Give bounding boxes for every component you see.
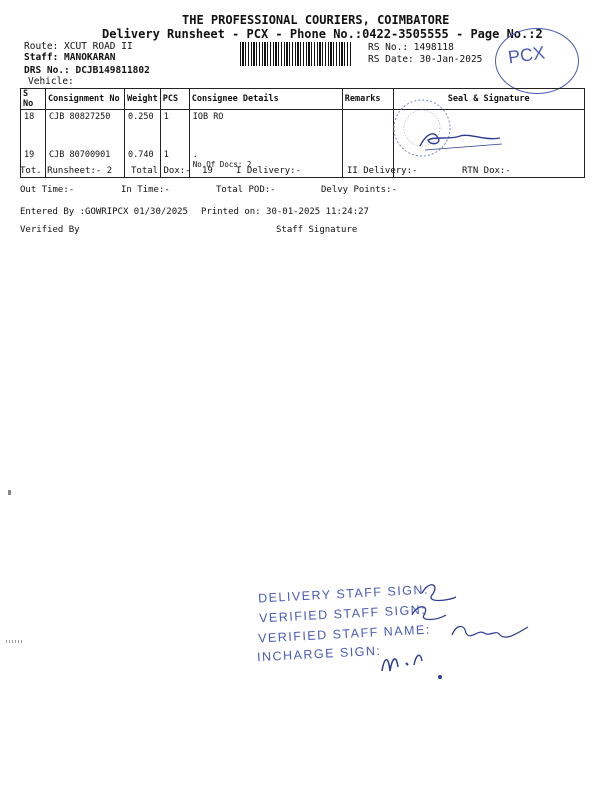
staff: Staff: MANOKARAN xyxy=(24,52,116,63)
cell-pcs: 1 xyxy=(160,110,189,148)
total-dox-label: Total Dox:- xyxy=(131,166,191,176)
in-time: In Time:- xyxy=(121,185,170,195)
scan-speck xyxy=(8,490,11,495)
cell-weight: 0.250 xyxy=(125,110,161,148)
consignee-text: . xyxy=(192,149,198,160)
total-pod: Total POD:- xyxy=(216,185,276,195)
runsheet-title: Delivery Runsheet - PCX - Phone No.:0422-3505555 - Page No.:2 xyxy=(102,27,543,41)
col-seal: Seal & Signature xyxy=(393,89,584,110)
pcx-stamp xyxy=(495,28,579,94)
i-delivery: I Delivery:- xyxy=(236,166,302,176)
pcx-stamp-text: PCX xyxy=(506,42,547,68)
cell-consignment: CJB 80827250 xyxy=(46,110,125,148)
col-pcs: PCS xyxy=(160,89,189,110)
rtn-dox: RTN Dox:- xyxy=(462,166,511,176)
cell-remarks xyxy=(342,110,393,148)
cell-sno: 19 xyxy=(21,148,46,178)
ii-delivery: II Delivery:- xyxy=(347,166,418,176)
rs-number: RS No.: 1498118 xyxy=(368,42,454,53)
tot-runsheet: Tot. Runsheet:- 2 xyxy=(20,166,113,176)
stamp-verified-staff-name: VERIFIED STAFF NAME: xyxy=(257,622,432,646)
stamp-verified-staff-sign: VERIFIED STAFF SIGN: xyxy=(258,602,427,626)
stamp-incharge-sign: INCHARGE SIGN: xyxy=(256,643,382,665)
rs-date: RS Date: 30-Jan-2025 xyxy=(368,54,483,65)
col-consignee: Consignee Details xyxy=(189,89,342,110)
cell-sno: 18 xyxy=(21,110,46,148)
printed-on: Printed on: 30-01-2025 11:24:27 xyxy=(201,207,369,217)
cell-pcs: 1 xyxy=(160,148,189,178)
drs-number: DRS No.: DCJB149811802 xyxy=(24,65,150,76)
scan-speck xyxy=(6,640,24,643)
out-time: Out Time:- xyxy=(20,185,75,195)
cell-consignee: IOB RO xyxy=(189,110,342,148)
barcode xyxy=(240,42,352,66)
entered-by: Entered By :GOWRIPCX 01/30/2025 xyxy=(20,207,188,217)
total-dox-value: 19 xyxy=(202,166,213,176)
seal-signature xyxy=(390,96,510,162)
delvy-points: Delvy Points:- xyxy=(321,185,397,195)
docs-note: No.Of Docs: 2 xyxy=(192,159,252,169)
staff-signature: Staff Signature xyxy=(276,225,358,235)
cell-weight: 0.740 xyxy=(125,148,161,178)
stamp-delivery-staff-sign: DELIVERY STAFF SIGN: xyxy=(257,582,430,606)
col-weight: Weight xyxy=(125,89,161,110)
cell-consignment: CJB 80700901 xyxy=(46,148,125,178)
verified-by: Verified By xyxy=(20,225,80,235)
company-name: THE PROFESSIONAL COURIERS, COIMBATORE xyxy=(182,13,450,27)
vehicle: Vehicle: xyxy=(28,76,74,87)
route: Route: XCUT ROAD II xyxy=(24,41,133,52)
col-sno: S No xyxy=(21,89,46,110)
col-consignment: Consignment No xyxy=(46,89,125,110)
col-remarks: Remarks xyxy=(342,89,393,110)
handwritten-signatures xyxy=(360,575,550,685)
